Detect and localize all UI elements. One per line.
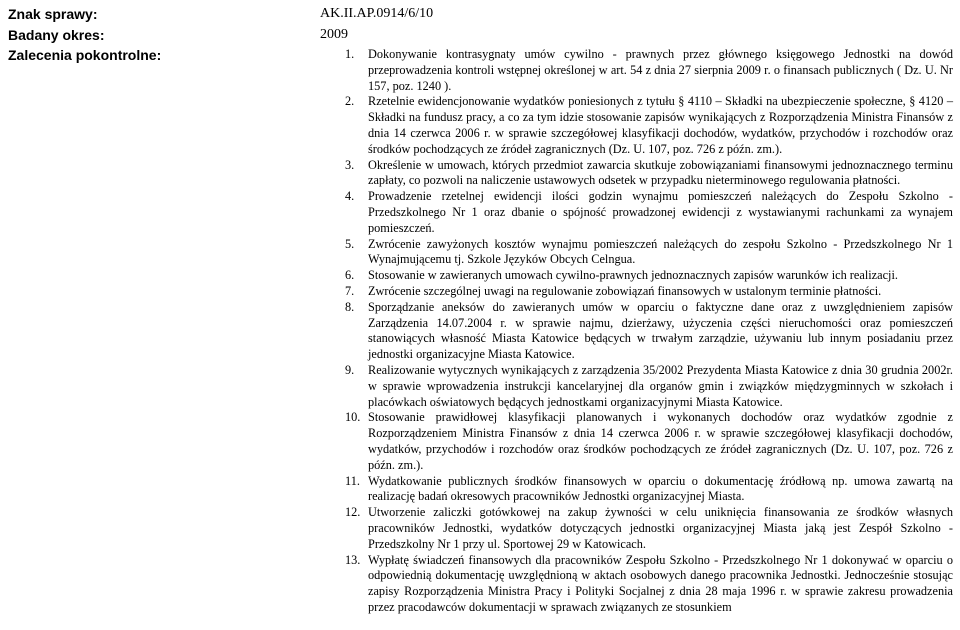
case-number-label: Znak sprawy: <box>8 6 98 22</box>
recommendation-text: Wydatkowanie publicznych środków finansowych w oparciu o dokumentację źródłową np. umowa zawartą na realizację badań okresowych pracowników Jednostki organizacyjnej Miasta. <box>368 473 953 504</box>
recommendation-number: 3. <box>345 157 355 172</box>
recommendation-item <box>345 189 953 236</box>
recommendation-item <box>345 158 953 190</box>
recommendation-item <box>345 505 953 552</box>
recommendation-text: Rzetelnie ewidencjonowanie wydatków poniesionych z tytułu § 4110 – Składki na ubezpieczenie społeczne, § 4120 – Składki na fundusz pracy, a co za tym idzie stosowanie zapisów wynikających z Rozporządzenia Ministra Finansów z dnia 14 czerwca 2006 r. w sprawie szczegółowej klasyfikacji dochodów, wydatków, przychodów i rozchodów oraz środków pochodzących ze źródeł zagranicznych (Dz. U. 107, poz. 726 z późn. zm.). <box>368 94 953 156</box>
recommendation-number: 8. <box>345 299 355 314</box>
recommendation-item <box>345 47 953 94</box>
recommendation-number: 2. <box>345 94 355 109</box>
recommendation-item <box>345 284 953 300</box>
recommendation-item <box>345 410 953 473</box>
recommendation-text: Dokonywanie kontrasygnaty umów cywilno - prawnych przez głównego księgowego Jednostki na dowód przeprowadzenia kontroli wstępnej określonej w art. 54 z dnia 27 sierpnia 2009 r. o finansach publicznych ( Dz. U. Nr 157, poz. 1240 ). <box>368 47 953 93</box>
recommendation-text: Stosowanie w zawieranych umowach cywilno-prawnych jednoznacznych zapisów warunków ich realizacji. <box>368 268 898 283</box>
recommendations-list <box>345 47 953 616</box>
recommendation-number: 11. <box>345 473 360 488</box>
recommendation-text: Stosowanie prawidłowej klasyfikacji planowanych i wykonanych dochodów oraz wydatków zgodnie z Rozporządzeniem Ministra Finansów z dnia 14 czerwca 2006 r. w sprawie szczegółowej klasyfikacji dochodów, wydatków, przychodów i rozchodów oraz środków pochodzących ze źródeł zagranicznych (Dz. U. 107, poz. 726 z późn. zm.). <box>368 410 953 472</box>
recommendation-text: Wypłatę świadczeń finansowych dla pracowników Zespołu Szkolno - Przedszkolnego Nr 1 dokonywać w oparciu o odpowiednią dokumentację uwzględnioną w aktach osobowych danego pracownika Jednostki. Jednocześnie stosując zapisy Rozporządzenia Ministra Pracy i Polityki Socjalnej z dnia 28 maja 1996 r. w sprawie zakresu prowadzenia przez pracodawców dokumentacji w sprawach związanych ze stosunkiem <box>368 552 953 614</box>
recommendation-item <box>345 237 953 269</box>
recommendation-text: Zwrócenie zawyżonych kosztów wynajmu pomieszczeń należących do zespołu Szkolno - Przedszkolnego Nr 1 Wynajmującemu tj. Szkole Języków Obcych Celngua. <box>368 236 953 267</box>
recommendation-number: 1. <box>345 47 355 61</box>
recommendation-text: Realizowanie wytycznych wynikających z zarządzenia 35/2002 Prezydenta Miasta Katowice z dnia 30 grudnia 2002r. w sprawie wprowadzenia instrukcji kancelaryjnej dla organów gmin i związków międzygminnych w szkołach i placówkach oświatowych będących jednostkami organizacyjnymi Miasta Katowice. <box>368 362 953 409</box>
recommendation-item <box>345 300 953 363</box>
recommendation-text: Sporządzanie aneksów do zawieranych umów w oparciu o faktyczne dane oraz z uwzględnieniem zapisów Zarządzenia 14.07.2004 r. w sprawie najmu, dzierżawy, użyczenia części nieruchomości oraz pomieszczeń stanowiących własność Miasta Katowice będących w trwałym zarządzie, używaniu lub innym posiadaniu przez jednostki organizacyjne Miasta Katowice. <box>368 299 953 362</box>
recommendation-number: 9. <box>345 362 355 377</box>
recommendation-number: 4. <box>345 189 355 204</box>
recommendation-item <box>345 363 953 410</box>
recommendation-item <box>345 553 953 616</box>
audit-period-value: 2009 <box>320 27 348 42</box>
recommendation-text: Zwrócenie szczególnej uwagi na regulowanie zobowiązań finansowych w ustalonym terminie płatności. <box>368 283 882 298</box>
audit-period-label: Badany okres: <box>8 27 105 43</box>
case-number-value: AK.II.AP.0914/6/10 <box>320 6 434 21</box>
recommendation-number: 12. <box>345 505 361 520</box>
recommendation-item <box>345 474 953 506</box>
recommendation-number: 10. <box>345 410 361 425</box>
recommendation-text: Utworzenie zaliczki gotówkowej na zakup żywności w celu uniknięcia finansowania ze środków własnych pracowników Jednostki, wydatków dotyczących jednostki organizacyjnej Miasta jaką jest Zespół Szkolno - Przedszkolny Nr 1 przy ul. Sportowej 29 w Katowicach. <box>368 505 953 551</box>
recommendation-text: Określenie w umowach, których przedmiot zawarcia skutkuje zobowiązaniami finansowymi jednoznacznego terminu zapłaty, co pozwoli na naliczenie ustawowych odsetek w przypadku nieterminowego regulowania płatności. <box>368 157 953 188</box>
recommendations-label: Zalecenia pokontrolne: <box>8 47 162 63</box>
recommendation-text: Prowadzenie rzetelnej ewidencji ilości godzin wynajmu pomieszczeń należących do Zespołu Szkolno - Przedszkolnego Nr 1 oraz dbanie o spójność prowadzonej ewidencji z wystawianymi rachunkami za wynajem pomieszczeń. <box>368 189 953 235</box>
recommendation-number: 13. <box>345 552 361 567</box>
recommendation-item <box>345 94 953 157</box>
recommendation-item <box>345 268 953 284</box>
recommendation-number: 7. <box>345 283 355 298</box>
recommendation-number: 6. <box>345 268 355 283</box>
recommendation-number: 5. <box>345 236 355 251</box>
